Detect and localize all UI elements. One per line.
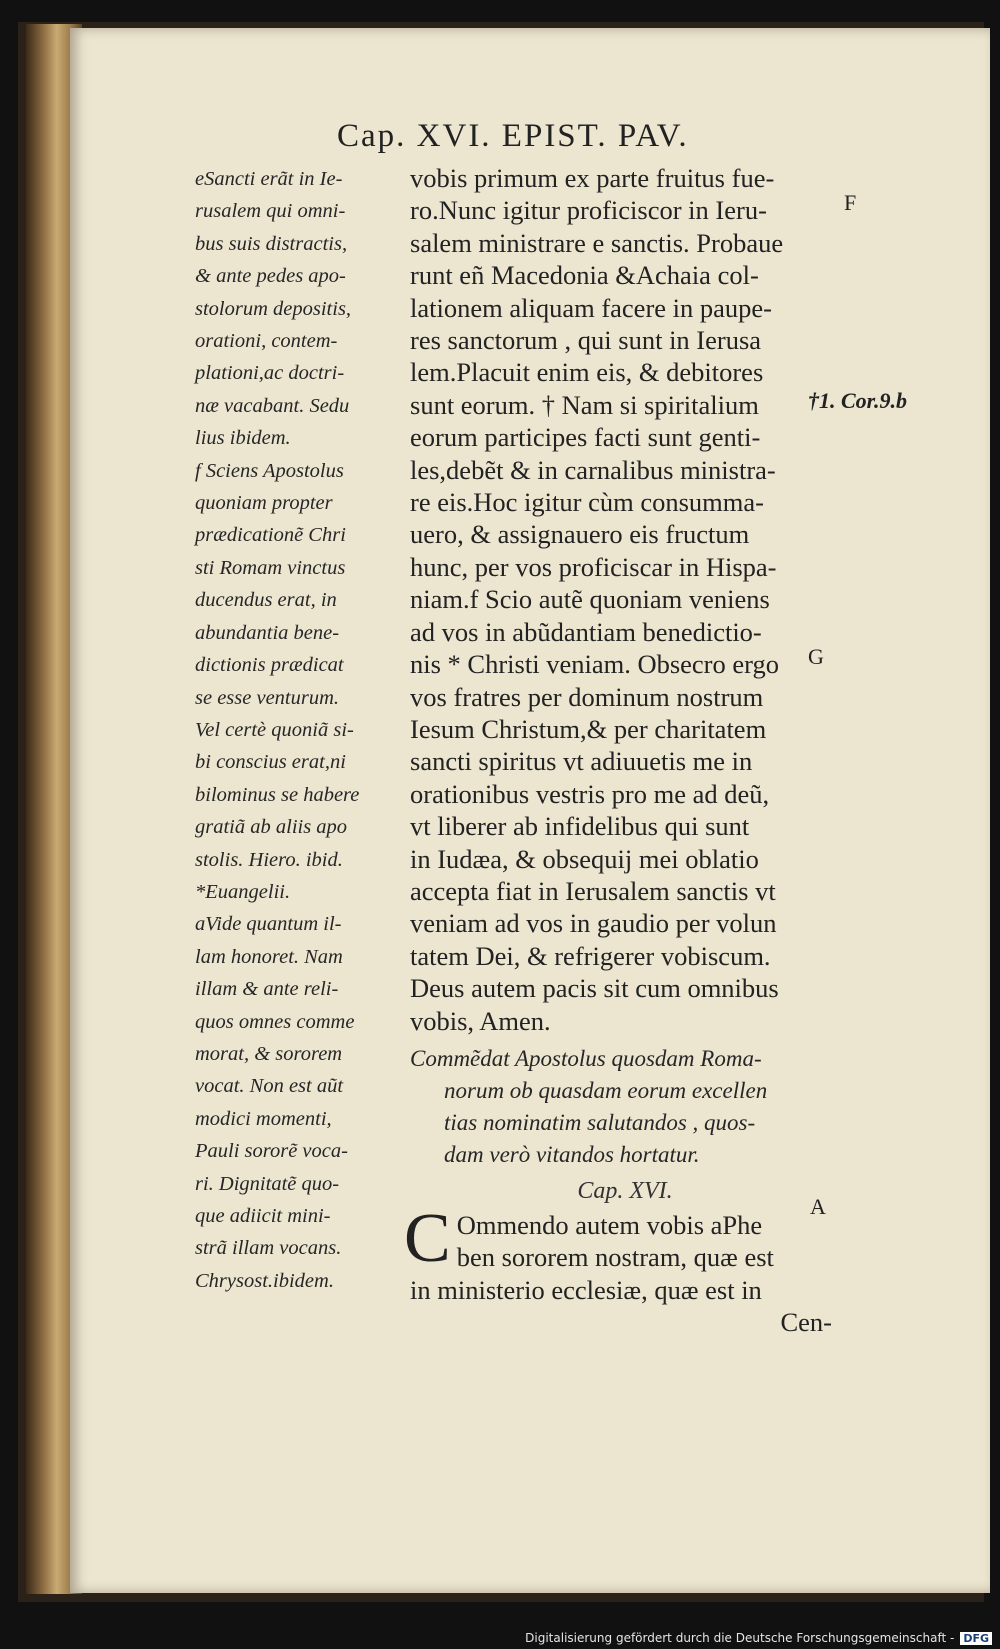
margin-note-line: Vel certè quoniã si- [195,718,354,741]
text-line: uero, & assignauero eis fructum [410,519,750,550]
chapter-opening [404,1199,840,1306]
chapter-lines [410,1209,840,1306]
drop-cap: C [404,1199,451,1277]
text-line: in Iudæa, & obsequij mei oblatio [410,843,759,874]
margin-note-line: dictionis prædicat [195,654,344,677]
margin-note-line: quoniam propter [195,492,333,515]
summary-line: dam verò vitandos hortatur. [444,1141,700,1167]
margin-note-line: plationi,ac doctri- [195,362,345,385]
text-line: vt liberer ab infidelibus qui sunt [410,811,750,842]
margin-note-line: eSancti erãt in Ie- [195,168,343,190]
chapter-line: ben sororem nostram, quæ est [456,1242,774,1273]
margin-note-line: f Sciens Apostolus [195,459,344,482]
chapter-heading: Cap. XVI. [577,1177,673,1204]
text-line: sancti spiritus vt adiuuetis me in [410,746,753,777]
margin-note-line: Pauli sororẽ voca- [195,1140,348,1163]
margin-note-line: stolorum depositis, [195,297,352,320]
margin-note-line: bi conscius erat,ni [195,751,346,774]
main-text [404,162,840,1339]
margin-note-line: bus suis distractis, [195,232,348,255]
running-head: Cap. XVI. EPIST. PAV. [337,118,689,154]
margin-note-line: lius ibidem. [195,427,291,450]
margin-note-line: ri. Dignitatẽ quo- [195,1172,340,1195]
summary-line: norum ob quasdam eorum excellen [444,1077,768,1103]
margin-note-line: *Euangelii. [195,880,291,903]
margin-note-line: aVide quantum il- [195,913,342,936]
text-line: sunt eorum. † Nam si spiritalium [410,389,759,420]
margin-note-line: næ vacabant. Sedu [195,394,350,417]
text-line: Iesum Christum,& per charitatem [410,713,767,744]
text-line: tatem Dei, & refrigerer vobiscum. [410,940,771,971]
text-line: ad vos in abũdantiam benedictio- [410,616,762,647]
text-line: niam.f Scio autẽ quoniam veniens [410,584,770,615]
text-line: veniam ad vos in gaudio per volun [410,908,777,939]
margin-note-line: stolis. Hiero. ibid. [195,848,343,871]
margin-note-line: gratiã ab aliis apo [195,816,348,839]
footer-text: Digitalisierung gefördert durch die Deutsche Forschungsgemeinschaft - [525,1631,955,1645]
text-line: runt eñ Macedonia &Achaia col- [410,260,759,291]
side-letter-f: F [844,190,857,215]
margin-note-line: que adiicit mini- [195,1205,331,1227]
margin-note-line: lam honoret. Nam [195,945,343,968]
margin-note-line: strã illam vocans. [195,1237,342,1260]
text-line: vos fratres per dominum nostrum [410,681,764,712]
margin-note-line: Chrysost.ibidem. [195,1269,334,1292]
margin-note-line: illam & ante reli- [195,978,339,1001]
margin-note-line: morat, & sororem [195,1042,343,1065]
margin-note-line: rusalem qui omni- [195,200,346,223]
chapter-line: Ommendo autem vobis aPhe [456,1209,763,1240]
summary-line: tias nominatim salutandos , quos- [444,1109,756,1135]
footer [525,1629,992,1647]
text-line: eorum participes facti sunt genti- [410,422,761,453]
text-line: accepta fiat in Ierusalem sanctis vt [410,875,776,906]
margin-note-line: orationi, contem- [195,330,338,353]
text-line: res sanctorum , qui sunt in Ierusa [410,325,762,356]
dfg-logo: DFG [960,1632,992,1645]
margin-note-line: sti Romam vinctus [195,556,346,579]
margin-note-line: prædicationẽ Chri [195,524,346,547]
chapter-summary [410,1043,840,1171]
text-line: ro.Nunc igitur proficiscor in Ieru- [410,195,767,226]
text-line: lationem aliquam facere in paupe- [410,292,772,323]
text-line: salem ministrare e sanctis. Probaue [410,227,784,258]
text-line: nis * Christi veniam. Obsecro ergo [410,649,779,680]
margin-note-line: quos omnes comme [195,1010,355,1033]
chapter-line: in ministerio ecclesiæ, quæ est in [410,1274,762,1305]
side-letter-g: G [808,644,824,669]
text-line: lem.Placuit enim eis, & debitores [410,357,764,388]
margin-note-line: ducendus erat, in [195,589,337,612]
margin-note-line: modici momenti, [195,1107,332,1130]
margin-note-line: abundantia bene- [195,621,340,644]
text-line: vobis primum ex parte fruitus fue- [410,163,775,193]
catchword: Cen- [780,1307,832,1338]
margin-notes [195,163,410,1297]
text-line: Deus autem pacis sit cum omnibus [410,973,779,1004]
text-line: orationibus vestris pro me ad deũ, [410,778,770,809]
side-letter-a: A [810,1194,826,1219]
margin-note-line: bilominus se habere [195,783,360,806]
margin-note-line: & ante pedes apo- [195,265,346,288]
side-reference: †1. Cor.9.b [808,388,908,413]
summary-line: Commẽdat Apostolus quosdam Roma- [410,1045,762,1071]
text-line: les,debẽt & in carnalibus ministra- [410,454,776,485]
margin-note-line: vocat. Non est aũt [195,1075,344,1098]
text-line: hunc, per vos proficiscar in Hispa- [410,551,777,582]
margin-note-line: se esse venturum. [195,686,340,709]
text-line: vobis, Amen. [410,1005,551,1036]
text-line: re eis.Hoc igitur cùm consumma- [410,487,764,518]
main-paragraph [410,162,840,1037]
